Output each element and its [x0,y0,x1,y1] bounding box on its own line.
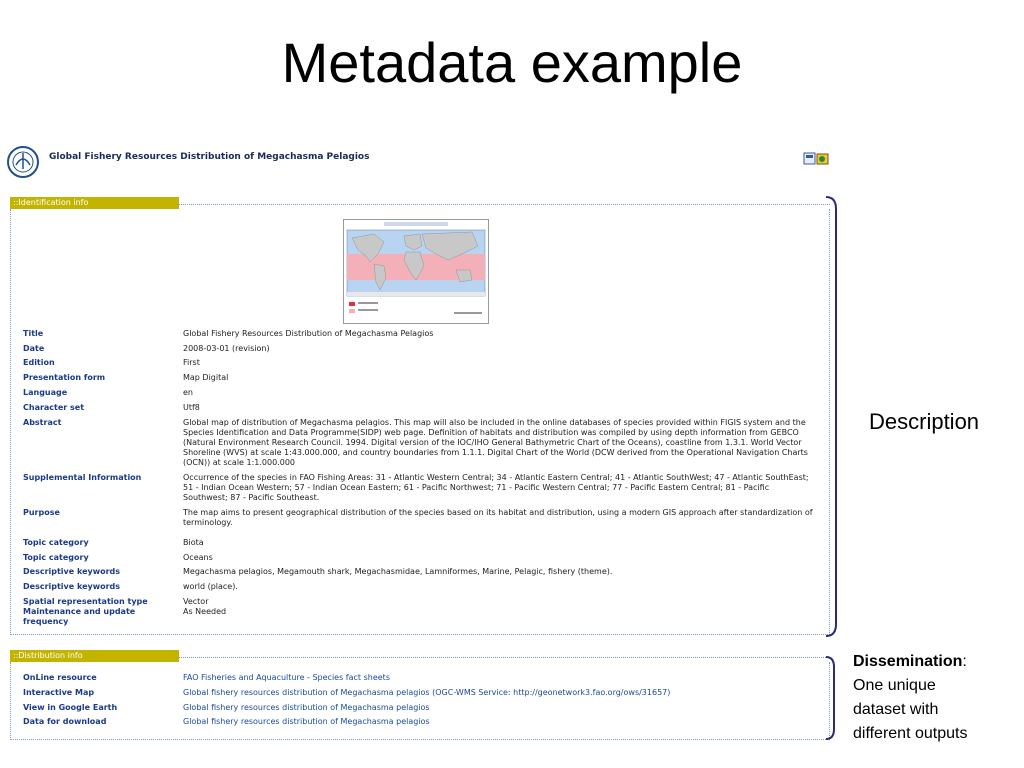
dissemination-line-3: different outputs [853,725,968,742]
identification-row-value: Global map of distribution of Megachasma pelagios. This map will also be included in the online databases of species provided within FIGIS system and the Species Identification and Data Programme(SIDP) web page. Definition of habitats and distribution was compiled by using depth information from GEBCO (Natural Environment Research Council. 1994. Digital version of the IOC/IHO General Bathymetric Chart of the Oceans), coastline from 1.3.1. World Vector Shoreline (WVS) at scale 1:43.000.000, and country boundaries from 1.1.1. Digital Chart of the World (DCW derived from the Operational Navigation Charts (OCN)) at scale 1:1.000.000 [183,418,808,467]
identification-row-label: Date [23,344,45,353]
slide-title: Metadata example [281,31,743,94]
identification-row-value: As Needed [183,607,227,616]
dissemination-line-2: dataset with [853,701,939,718]
distribution-divider [178,657,830,658]
export-icons[interactable] [803,151,831,165]
identification-row-value: Occurrence of the species in FAO Fishing Areas: 31 - Atlantic Western Central; 34 - Atlantic Eastern Central; 41 - Atlantic SouthWest; 47 - Atlantic SouthEast; 51 - Indian Ocean Western; 57 - Indian Ocean Eastern; 61 - Pacific Northwest; 71 - Pacific Western Central; 77 - Pacific Eastern Central; 81 - Pacific Southwest; 87 - Pacific Southeast. [183,473,809,502]
identification-row-value: Biota [183,538,204,547]
identification-row-label: Supplemental Information [23,473,142,482]
identification-row-label: Abstract [23,418,62,427]
identification-row-label: Topic category [23,538,89,547]
identification-row-value: en [183,388,193,397]
distribution-row-value[interactable]: Global fishery resources distribution of Megachasma pelagios (OGC-WMS Service: http://geonetwork3.fao.org/ows/31657) [183,688,671,697]
document-title: Global Fishery Resources Distribution of Megachasma Pelagios [49,152,370,162]
identification-row-value: 2008-03-01 (revision) [183,344,270,353]
dissemination-annotation [853,650,1018,746]
fao-logo-icon [6,145,40,179]
description-brace [822,195,842,638]
identification-row-label: Language [23,388,68,397]
identification-row-value: Global Fishery Resources Distribution of Megachasma Pelagios [183,329,434,338]
identification-row-label: Edition [23,358,55,367]
identification-row-label: Character set [23,403,85,412]
dissemination-heading: Dissemination [853,653,963,670]
distribution-row-label: Interactive Map [23,688,95,697]
identification-row-value: Utf8 [183,403,200,412]
dissemination-colon: : [962,653,967,670]
identification-row-label: Maintenance and update frequency [23,607,136,626]
distribution-row-value[interactable]: FAO Fisheries and Aquaculture - Species fact sheets [183,673,390,682]
dissemination-line-1: One unique [853,677,936,694]
identification-row-label: Descriptive keywords [23,567,121,576]
identification-row-value: First [183,358,200,367]
identification-row-label: Purpose [23,508,60,517]
distribution-row-label: View in Google Earth [23,703,118,712]
identification-row-value: Vector [183,597,209,606]
identification-row-value: Oceans [183,553,213,562]
identification-row-label: Presentation form [23,373,106,382]
identification-row-label: Topic category [23,553,89,562]
metadata-screenshot [6,143,836,743]
identification-header: ::Identification info [10,197,179,209]
description-annotation: Description [869,409,980,434]
identification-row-value: The map aims to present geographical distribution of the species based on its habitat and distribution, using a modern GIS approach after standardization of terminology. [183,508,813,527]
distribution-header: ::Distribution info [10,650,179,662]
identification-row-value: world (place). [183,582,238,591]
distribution-map-thumbnail[interactable] [343,219,489,324]
identification-divider [178,204,830,205]
identification-row-value: Map Digital [183,373,229,382]
distribution-row-value[interactable]: Global fishery resources distribution of Megachasma pelagios [183,717,430,726]
identification-row-value: Megachasma pelagios, Megamouth shark, Megachasmidae, Lamniformes, Marine, Pelagic, fishery (theme). [183,567,613,576]
identification-row-label: Descriptive keywords [23,582,121,591]
distribution-row-label: Data for download [23,717,107,726]
dissemination-brace [822,655,842,741]
distribution-row-label: OnLine resource [23,673,97,682]
identification-row-label: Spatial representation type [23,597,148,606]
distribution-row-value[interactable]: Global fishery resources distribution of Megachasma pelagios [183,703,430,712]
identification-row-label: Title [23,329,44,338]
